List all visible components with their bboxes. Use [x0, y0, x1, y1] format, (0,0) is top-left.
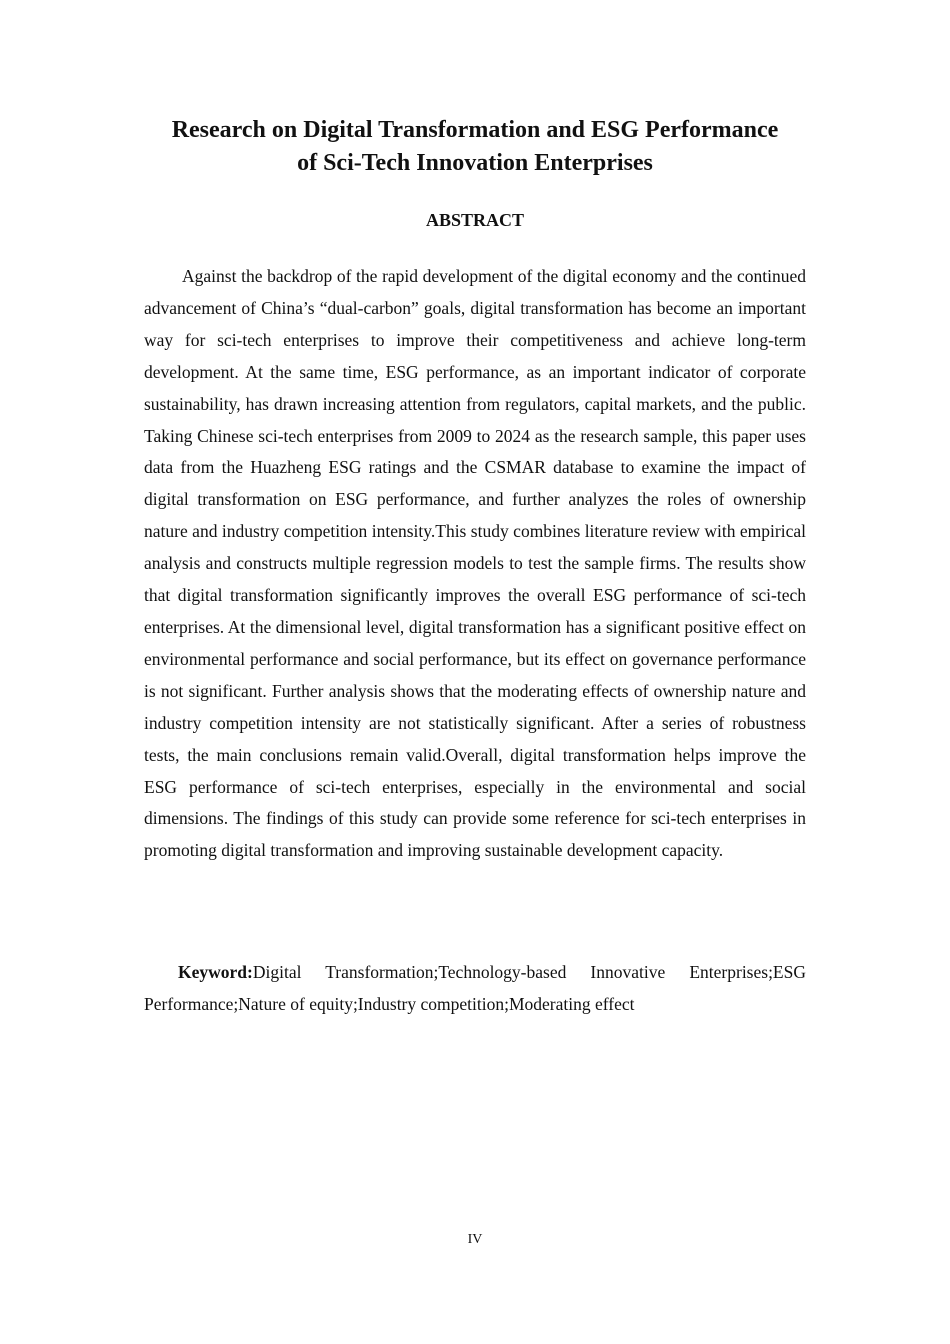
- abstract-heading: ABSTRACT: [425, 210, 525, 230]
- abstract-paragraph: Against the backdrop of the rapid development of the digital economy and the continued advancement of China’s “dual-carbon” goals, digital transformation has become an important way for sci-tech enterprises to improve their competitiveness and achieve long-term development. At the same time, ESG performance, as an important indicator of corporate sustainability, has drawn increasing attention from regulators, capital markets, and the public. Taking Chinese sci-tech enterprises from 2009 to 2024 as the research sample, this paper uses data from the Huazheng ESG ratings and the CSMAR database to examine the impact of digital transformation on ESG performance, and further analyzes the roles of ownership nature and industry competition intensity.This study combines literature review with empirical analysis and constructs multiple regression models to test the sample firms. The results show that digital transformation significantly improves the overall ESG performance of sci-tech enterprises. At the dimensional level, digital transformation has a significant positive effect on environmental performance and social performance, but its effect on governance performance is not significant. Further analysis shows that the moderating effects of ownership nature and industry competition intensity are not statistically significant. After a series of robustness tests, the main conclusions remain valid.Overall, digital transformation helps improve the ESG performance of sci-tech enterprises, especially in the environmental and social dimensions. The findings of this study can provide some reference for sci-tech enterprises in promoting digital transformation and improving sustainable development capacity.: [144, 266, 806, 861]
- paper-title-line-1: Research on Digital Transformation and ESG Performance: [171, 117, 779, 143]
- paper-title: [144, 114, 806, 180]
- keywords-paragraph: [144, 956, 806, 1020]
- paper-title-line-2: of Sci-Tech Innovation Enterprises: [297, 150, 653, 176]
- keywords-text: Digital Transformation;Technology-based Innovative Enterprises;ESG Performance;Nature of equity;Industry competition;Moderating effect: [144, 962, 806, 1014]
- keywords-label: Keyword:: [178, 962, 253, 982]
- page-number: IV: [467, 1232, 483, 1247]
